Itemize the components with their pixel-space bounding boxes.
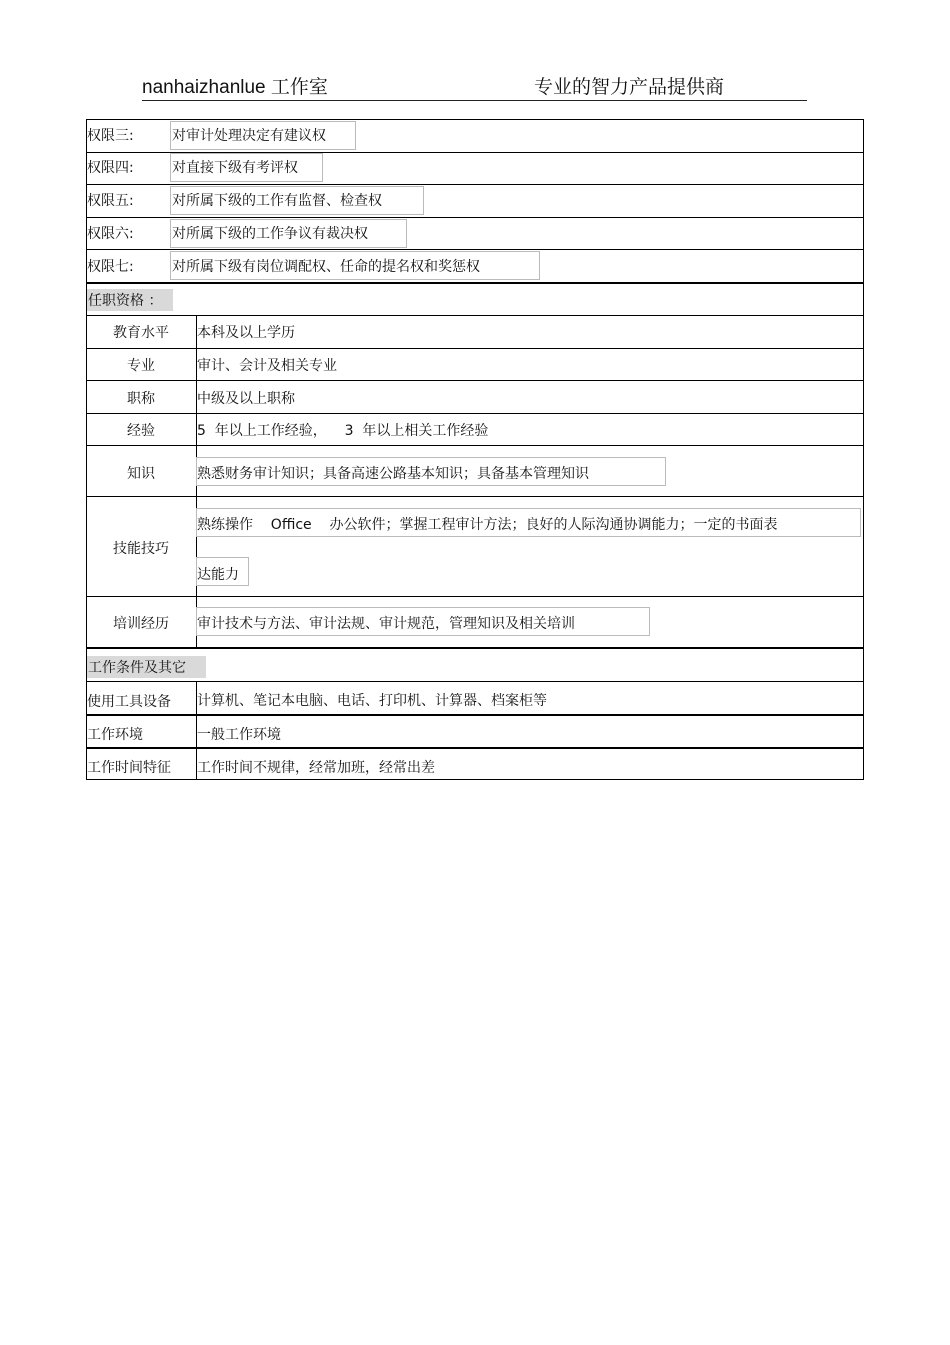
condition-value: 一般工作环境: [197, 727, 281, 743]
qual-value: 5 年以上工作经验， 3 年以上相关工作经验: [197, 423, 489, 439]
section-title: 任职资格 ：: [88, 293, 163, 309]
header-left: nanhaizhanlue 工作室: [142, 77, 328, 98]
authority-label: 权限六:: [87, 226, 134, 242]
qual-label: 职称: [127, 391, 155, 407]
qual-value: 熟悉财务审计知识；具备高速公路基本知识；具备基本管理知识: [197, 466, 589, 482]
qual-label: 经验: [127, 423, 155, 439]
authority-label: 权限七:: [87, 259, 134, 275]
condition-value: 工作时间不规律，经常加班，经常出差: [197, 760, 435, 776]
qual-value-cont: 达能力: [197, 567, 239, 583]
qual-value: 本科及以上学历: [197, 325, 295, 341]
qual-label: 知识: [127, 466, 155, 482]
condition-label: 工作环境: [87, 727, 143, 743]
header-right: 专业的智力产品提供商: [534, 76, 725, 98]
condition-label: 使用工具设备: [87, 694, 171, 710]
qual-label: 培训经历: [113, 616, 169, 632]
authority-label: 权限四:: [87, 160, 134, 176]
authority-value: 对审计处理决定有建议权: [172, 128, 326, 144]
section-title: 工作条件及其它: [88, 660, 186, 676]
qual-label: 教育水平: [113, 325, 169, 341]
authority-label: 权限五:: [87, 193, 134, 209]
qual-label: 技能技巧: [113, 541, 169, 557]
qual-value: 审计技术与方法、审计法规、审计规范，管理知识及相关培训: [197, 616, 575, 632]
authority-value: 对所属下级的工作有监督、检查权: [172, 193, 382, 209]
qual-label: 专业: [127, 358, 155, 374]
qual-value: 审计、会计及相关专业: [197, 358, 337, 374]
condition-value: 计算机、笔记本电脑、电话、打印机、计算器、档案柜等: [197, 693, 547, 709]
page-header: [142, 72, 807, 101]
qual-value: 中级及以上职称: [197, 391, 295, 407]
authority-value: 对所属下级有岗位调配权、任命的提名权和奖惩权: [172, 259, 480, 275]
condition-label: 工作时间特征: [87, 760, 171, 776]
authority-label: 权限三:: [87, 128, 134, 144]
qual-value: 熟练操作 Office 办公软件；掌握工程审计方法；良好的人际沟通协调能力；一定的书面表: [197, 517, 778, 533]
authority-value: 对所属下级的工作争议有裁决权: [172, 226, 368, 242]
authority-value: 对直接下级有考评权: [172, 160, 298, 176]
